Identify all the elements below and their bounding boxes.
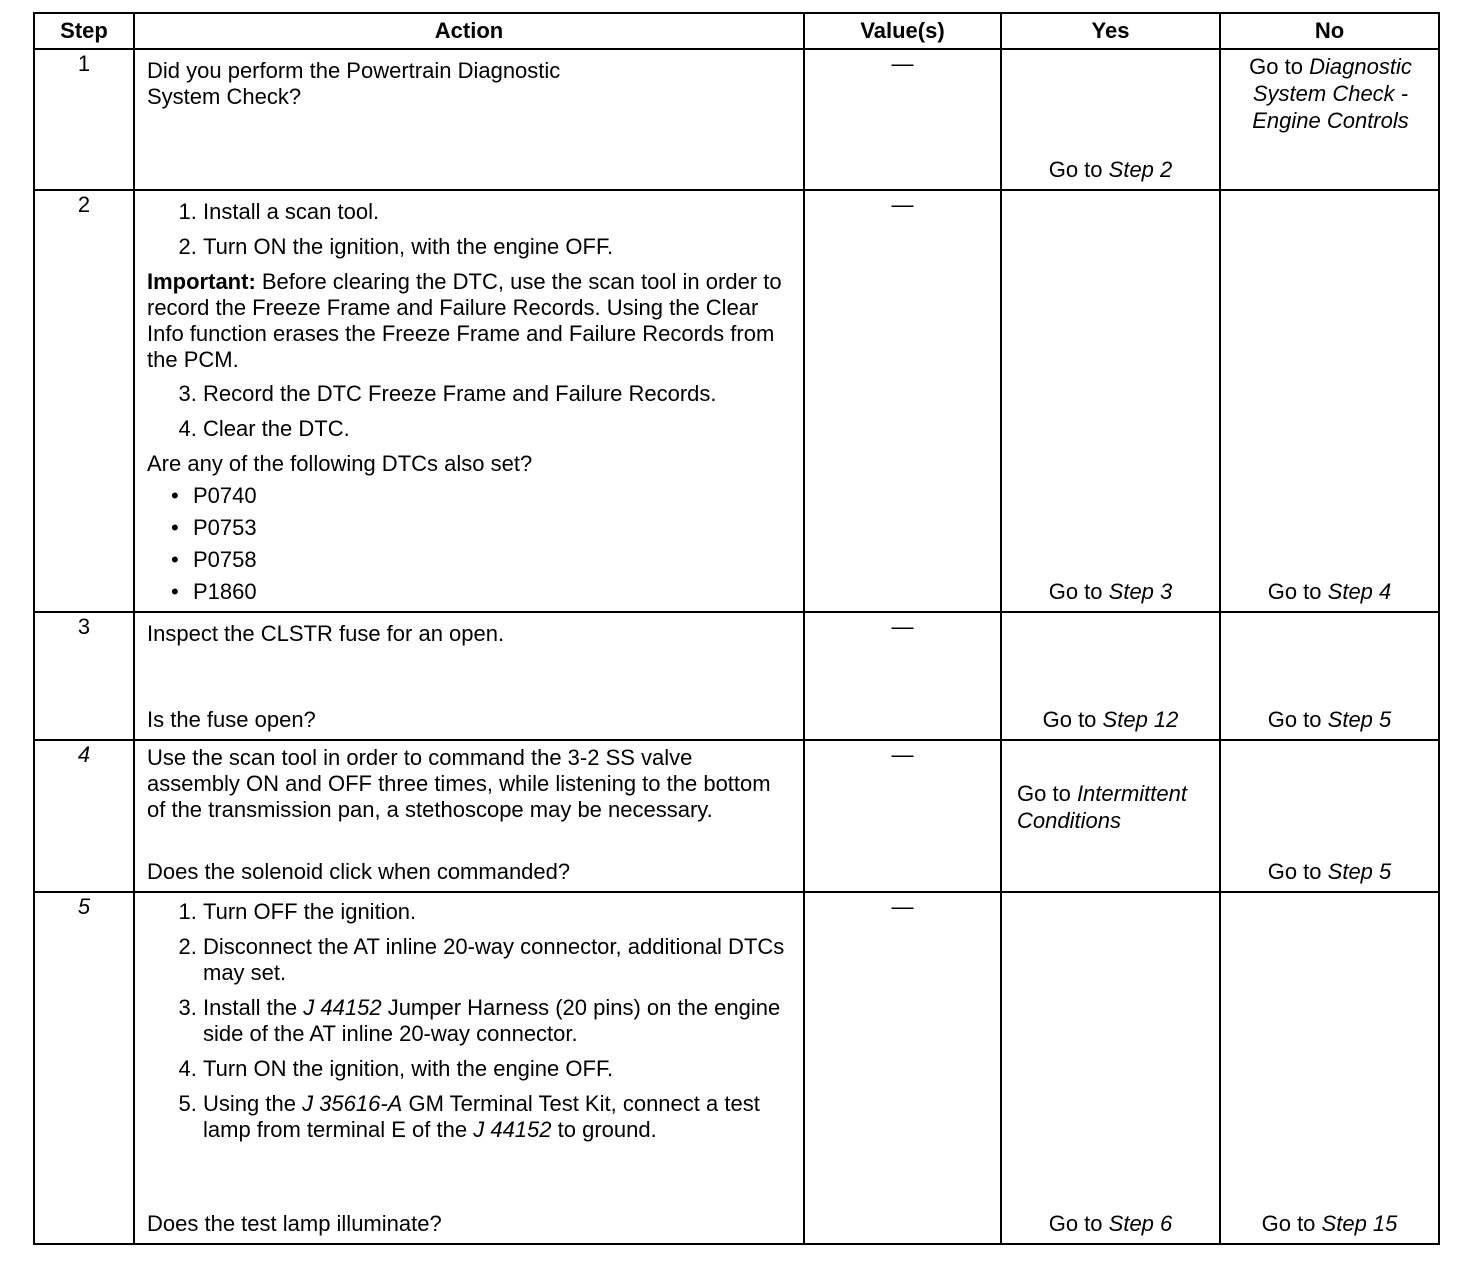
table-row [34, 612, 1439, 740]
header-row [34, 13, 1439, 49]
action-question: Is the fuse open? [147, 707, 316, 732]
goto-prefix: Go to [1267, 707, 1322, 732]
value-cell: — [804, 612, 1001, 740]
procedure-step: 4. Clear the DTC. [203, 416, 793, 442]
goto-prefix: Go to [1048, 157, 1103, 182]
no-goto [1221, 858, 1438, 885]
goto-prefix: Go to [1042, 707, 1097, 732]
goto-target-link[interactable]: Intermittent Conditions [1017, 781, 1187, 833]
goto-target-link[interactable]: Step 5 [1327, 707, 1392, 732]
action-question: Are any of the following DTCs also set? [147, 451, 533, 476]
yes-cell [1001, 892, 1220, 1244]
no-goto [1222, 51, 1437, 134]
step-number: 3 [34, 612, 134, 740]
goto-target-link[interactable]: Diagnostic System Check - Engine Controls [1252, 54, 1412, 133]
action-cell [134, 740, 804, 892]
yes-goto [1002, 578, 1219, 605]
goto-target-link[interactable]: Step 12 [1102, 707, 1179, 732]
goto-target-link[interactable]: Step 3 [1108, 579, 1173, 604]
step-text: Install the [203, 995, 304, 1020]
no-goto [1221, 1210, 1438, 1237]
action-cell [134, 49, 804, 190]
dtc-code: • P0758 [193, 547, 793, 573]
step-text: Jumper Harness (20 pins) on the engine side of the AT inline 20-way connector. [203, 995, 781, 1046]
header-yes: Yes [1001, 13, 1220, 49]
action-cell [134, 190, 804, 612]
yes-goto [1002, 1210, 1219, 1237]
tool-reference: J 35616-A [302, 1091, 403, 1116]
step-number: 4 [34, 740, 134, 892]
table-row [34, 190, 1439, 612]
dtc-code: • P0740 [193, 483, 793, 509]
action-question: Does the solenoid click when commanded? [147, 859, 571, 884]
goto-prefix: Go to [1267, 859, 1322, 884]
procedure-step [203, 1091, 793, 1143]
goto-target-link[interactable]: Step 5 [1327, 859, 1392, 884]
procedure-step: 3. Record the DTC Freeze Frame and Failure Records. [203, 381, 793, 407]
yes-goto [1002, 156, 1219, 183]
no-cell [1220, 49, 1439, 190]
important-note [147, 269, 793, 373]
step-number: 2 [34, 190, 134, 612]
goto-prefix: Go to [1017, 781, 1071, 806]
step-text: Using the [203, 1091, 303, 1116]
procedure-step: 4. Turn ON the ignition, with the engine OFF. [203, 1056, 793, 1082]
dtc-list [147, 483, 793, 605]
no-cell [1220, 892, 1439, 1244]
step-number: 1 [34, 49, 134, 190]
goto-target-link[interactable]: Step 15 [1321, 1211, 1398, 1236]
goto-target-link[interactable]: Step 6 [1108, 1211, 1173, 1236]
procedure-list [147, 381, 793, 442]
action-cell [134, 612, 804, 740]
yes-cell [1001, 740, 1220, 892]
goto-target-link[interactable]: Step 2 [1108, 157, 1173, 182]
yes-goto [1003, 742, 1218, 834]
table-row [34, 892, 1439, 1244]
step-text: GM Terminal Test Kit, connect a test lamp from terminal E of the [203, 1091, 760, 1142]
header-no: No [1220, 13, 1439, 49]
action-cell [134, 892, 804, 1244]
header-action: Action [134, 13, 804, 49]
diagnostic-table [33, 12, 1440, 1245]
value-cell: — [804, 49, 1001, 190]
action-question: Does the test lamp illuminate? [147, 1211, 442, 1236]
procedure-step [203, 995, 793, 1047]
no-cell [1220, 740, 1439, 892]
value-cell: — [804, 740, 1001, 892]
action-text: Inspect the CLSTR fuse for an open. [147, 621, 505, 646]
no-goto [1221, 706, 1438, 733]
action-question: Did you perform the Powertrain Diagnostic System Check? [147, 58, 561, 109]
yes-cell [1001, 612, 1220, 740]
yes-cell [1001, 49, 1220, 190]
value-cell: — [804, 190, 1001, 612]
goto-prefix: Go to [1261, 1211, 1316, 1236]
goto-prefix: Go to [1048, 579, 1103, 604]
tool-reference: J 44152 [473, 1117, 552, 1142]
tool-reference: J 44152 [303, 995, 382, 1020]
goto-prefix: Go to [1267, 579, 1322, 604]
action-text: Use the scan tool in order to command the 3-2 SS valve assembly ON and OFF three times, while listening to the bottom of the transmission pan, a stethoscope may be necessary. [147, 745, 771, 822]
step-text: to ground. [551, 1117, 657, 1142]
goto-prefix: Go to [1048, 1211, 1103, 1236]
header-values: Value(s) [804, 13, 1001, 49]
goto-target-link[interactable]: Step 4 [1327, 579, 1392, 604]
procedure-step: 2. Disconnect the AT inline 20-way connector, additional DTCs may set. [203, 934, 793, 986]
procedure-step: 1. Install a scan tool. [203, 199, 793, 225]
table-row [34, 740, 1439, 892]
no-cell [1220, 612, 1439, 740]
table-row [34, 49, 1439, 190]
procedure-step: 1. Turn OFF the ignition. [203, 899, 793, 925]
procedure-list [147, 899, 793, 1143]
important-text: Before clearing the DTC, use the scan tool in order to record the Freeze Frame and Failure Records. Using the Clear Info function erases the Freeze Frame and Failure Records from the PCM. [147, 269, 782, 372]
value-cell: — [804, 892, 1001, 1244]
yes-goto [1002, 706, 1219, 733]
no-goto [1221, 578, 1438, 605]
important-label: Important: [147, 269, 256, 294]
dtc-code: • P0753 [193, 515, 793, 541]
procedure-step: 2. Turn ON the ignition, with the engine OFF. [203, 234, 793, 260]
no-cell [1220, 190, 1439, 612]
header-step: Step [34, 13, 134, 49]
yes-cell [1001, 190, 1220, 612]
goto-prefix: Go to [1249, 54, 1303, 79]
dtc-code: • P1860 [193, 579, 793, 605]
step-number: 5 [34, 892, 134, 1244]
procedure-list [147, 199, 793, 260]
